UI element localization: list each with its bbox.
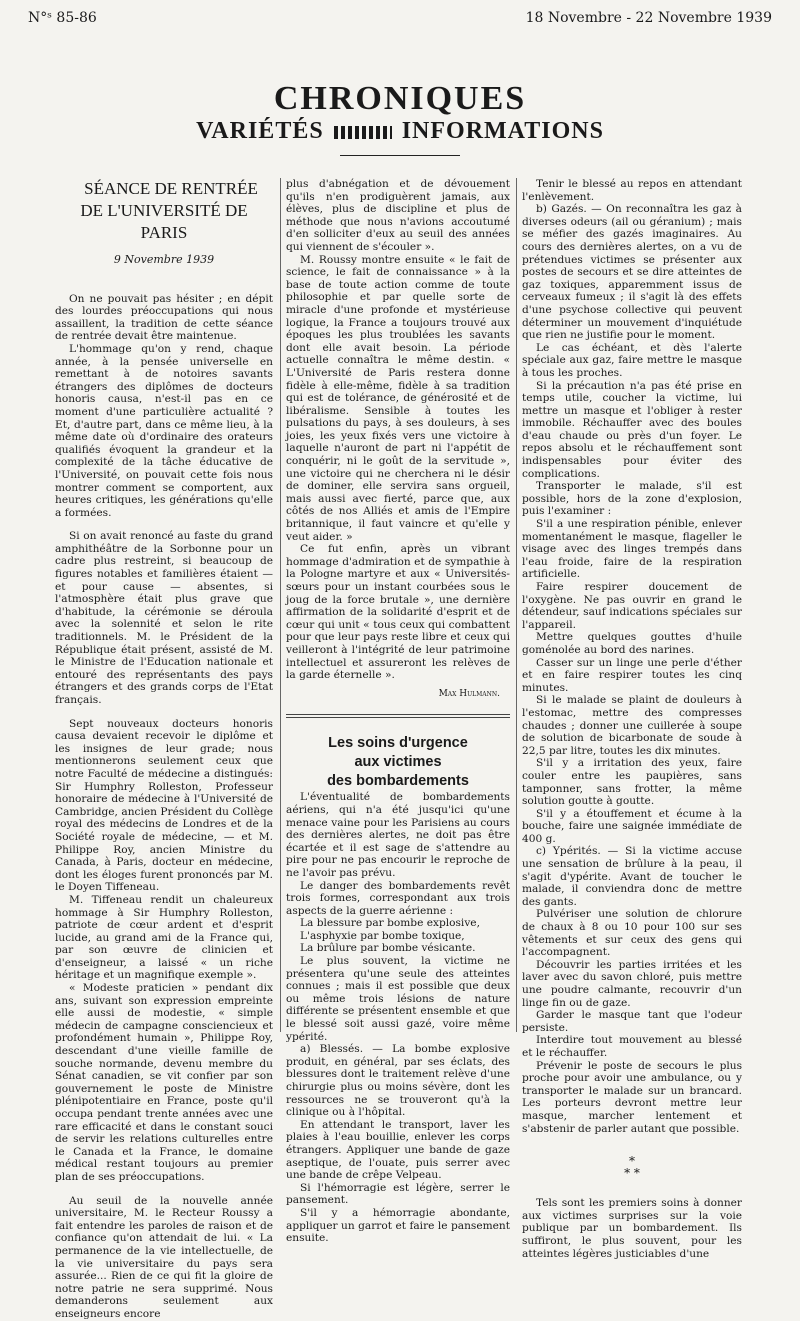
paragraph: S'il y a irritation des yeux, faire couler entre les paupières, sans tamponner, sans frotter, la même solution goutte à goutte. xyxy=(522,757,742,808)
article-title-line: aux victimes xyxy=(354,754,442,771)
paragraph: Garder le masque tant que l'odeur persiste. xyxy=(522,1009,742,1034)
paragraph: M. Tiffeneau rendit un chaleureux hommage à Sir Humphry Rolleston, patriote de cœur ardent et d'esprit lucide, au grand ami de la France qui, par son œuvre de clinicien et d'enseigneur, a laissé « un riche héritage et un magnifique exemple ». xyxy=(55,893,273,982)
paragraph: a) Blessés. — La bombe explosive produit, en général, par ses éclats, des blessures dont le traitement relève d'une chirurgie plus ou moins sévère, dont les ressources ne se trouveront qu'à la clinique ou à l'hôpital. xyxy=(286,1043,510,1119)
paragraph: Prévenir le poste de secours le plus proche pour avoir une ambulance, ou y transporter le malade sur un brancard. Les porteurs devront mettre leur masque, marcher lentement et s'abstenir de parler autant que possible. xyxy=(522,1059,742,1135)
paragraph: Casser sur un linge une perle d'éther et en faire respirer toutes les cinq minutes. xyxy=(522,656,742,694)
article-title-line: SÉANCE DE RENTRÉE xyxy=(84,179,258,198)
paragraph: Pulvériser une solution de chlorure de chaux à 8 ou 10 pour 100 sur ses vêtements et sur ceux des gens qui l'accompagnent. xyxy=(522,908,742,959)
section-divider xyxy=(286,714,510,715)
paragraph: Le plus souvent, la victime ne présentera qu'une seule des atteintes connues ; mais il est possible que deux ou même trois lésions de nature différente se présentent ensemble et que le blessé soit aussi gazé, voire même ypérité. xyxy=(286,955,510,1043)
column-2 xyxy=(286,178,510,1245)
article-title-line: des bombardements xyxy=(327,773,469,790)
paragraph: S'il y a étouffement et écume à la bouche, faire une saignée immédiate de 400 g. xyxy=(522,807,742,845)
paragraph: Interdire tout mouvement au blessé et le réchauffer. xyxy=(522,1034,742,1059)
ornament xyxy=(334,126,392,139)
paragraph: Faire respirer doucement de l'oxygène. Ne pas ouvrir en grand le détendeur, sauf indications spéciales sur l'appareil. xyxy=(522,581,742,631)
paragraph: Tels sont les premiers soins à donner aux victimes surprises sur la voie publique par un bombardement. Ils suffiront, le plus souvent, pour les atteintes légères justiciables d'une xyxy=(522,1197,742,1260)
column-3 xyxy=(522,178,742,1260)
section-divider xyxy=(286,717,510,718)
asterism-top: * xyxy=(629,1154,635,1169)
paragraph: Au seuil de la nouvelle année universitaire, M. le Recteur Roussy a fait entendre les paroles de raison et de confiance qu'on attendait de lui. « La permanence de la vie intellectuelle, de la vie universitaire du pays sera assurée... Rien de ce qui fit la gloire de notre patrie ne sera supprimé. Nous demanderons seulement aux enseigneurs encore xyxy=(55,1194,273,1320)
paragraph: Si l'hémorragie est légère, serrer le pansement. xyxy=(286,1181,510,1207)
masthead-rule xyxy=(340,155,460,156)
list-item: L'asphyxie par bombe toxique, xyxy=(300,929,465,942)
paragraph: On ne pouvait pas hésiter ; en dépit des lourdes préoccupations qui nous assaillent, la tradition de cette séance de rentrée devait être maintenue. xyxy=(55,292,273,343)
paragraph: S'il a une respiration pénible, enlever momentanément le masque, flageller le visage avec des linges trempés dans l'eau froide, faire de la respiration artificielle. xyxy=(522,518,742,581)
paragraph: S'il y a hémorragie abondante, appliquer un garrot et faire le pansement ensuite. xyxy=(286,1206,510,1245)
article-title-line: DE L'UNIVERSITÉ DE PARIS xyxy=(80,201,248,242)
paragraph: plus d'abnégation et de dévouement qu'ils n'en prodiguèrent jamais, aux élèves, plus de discipline et plus de méthode que nous n'avions accoutumé d'en solliciter d'eux au seuil des années qui viennent de s'écouler ». xyxy=(286,178,510,253)
list-item: La brûlure par bombe vésicante. xyxy=(300,942,476,955)
column-separator xyxy=(516,178,517,1032)
asterism-bottom: * * xyxy=(624,1166,640,1181)
paragraph: Ce fut enfin, après un vibrant hommage d'admiration et de sympathie à la Pologne martyre et aux « Universités-sœurs pour un instant courbées sous le joug de la force brutale », une dernière affirmation de la solidarité d'esprit et de cœur qui unit « tous ceux qui combattent pour que leur pays reste libre et ceux qui veilleront à l'intégrité de leur patrimoine intellectuel et assureront les relèves de la garde éternelle ». xyxy=(286,543,510,682)
paragraph: « Modeste praticien » pendant dix ans, suivant son expression empreinte elle aussi de modestie, « simple médecin de campagne consciencieux et profondément humain », Philippe Roy, descendant d'une vieille famille de souche normande, devenu membre du Sénat canadien, se vit confier par son gouvernement le poste de Ministre plénipotentiaire en France, poste qu'il occupa pendant trente années avec une rare efficacité et dans le constant souci de servir les relations culturelles entre le Canada et la France, le domaine médical restant toujours au premier plan de ses préoccupations. xyxy=(55,982,273,1183)
column-1 xyxy=(55,178,273,1321)
paragraph: Découvrir les parties irritées et les laver avec du savon chloré, puis mettre une poudre calmante, recouvrir d'un linge fin ou de gaze. xyxy=(522,958,742,1009)
article-title-line: Les soins d'urgence xyxy=(328,735,468,752)
paragraph: b) Gazés. — On reconnaîtra les gaz à diverses odeurs (ail ou géranium) ; mais se méfier des gazés imaginaires. Au cours des dernières alertes, on a vu de prétendues victimes se présenter aux postes de secours et se dire atteintes de gaz toxiques, apparemment issus de cerveaux fumeux ; il s'agit là des effets d'une psychose collective qui peuvent déterminer un mouvement d'inquiétude que rien ne justifie pour le moment. xyxy=(522,203,742,342)
paragraph: Si le malade se plaint de douleurs à l'estomac, mettre des compresses chaudes ; donner une cuillerée à soupe de solution de bicarbonate de soude à 22,5 par litre, toutes les dix minutes. xyxy=(522,694,742,757)
section-title: CHRONIQUES xyxy=(273,80,527,117)
running-header xyxy=(28,10,772,28)
author-signature: Max Hulmann. xyxy=(438,688,500,699)
asterism xyxy=(522,1155,742,1179)
issue-date: 18 Novembre - 22 Novembre 1939 xyxy=(525,10,772,26)
paragraph: c) Ypérités. — Si la victime accuse une sensation de brûlure à la peau, il s'agit d'ypérite. Avant de toucher le malade, il conviendra donc de mettre des gants. xyxy=(522,845,742,908)
paragraph: Sept nouveaux docteurs honoris causa devaient recevoir le diplôme et les insignes de leur grade; nous mentionnerons seulement ceux que notre Faculté de médecine a distingués: Sir Humphry Rolleston, Professeur honoraire de médecine à l'Université de Cambridge, ancien Président du Collège royal des médecins de Londres et de la Société royale de médecine, — et M. Philippe Roy, ancien Ministre du Canada, à Paris, docteur en médecine, dont les éloges furent prononcés par M. le Doyen Tiffeneau. xyxy=(55,717,273,894)
paragraph: Transporter le malade, s'il est possible, hors de la zone d'explosion, puis l'examiner : xyxy=(522,480,742,518)
paragraph: Tenir le blessé au repos en attendant l'enlèvement. xyxy=(522,178,742,203)
subtitle-right: INFORMATIONS xyxy=(401,118,604,144)
paragraph: En attendant le transport, laver les plaies à l'eau bouillie, enlever les corps étrangers. Appliquer une bande de gaze aseptique, de l'ouate, puis serrer avec une bande de crêpe Velpeau. xyxy=(286,1118,510,1182)
paragraph: Si la précaution n'a pas été prise en temps utile, coucher la victime, lui mettre un masque et l'obliger à rester immobile. Réchauffer avec des boules d'eau chaude ou près d'un foyer. Le repos absolu et le réchauffement sont indispensables pour éviter des complications. xyxy=(522,379,742,480)
paragraph: L'éventualité de bombardements aériens, qui n'a été jusqu'ici qu'une menace vaine pour les Parisiens au cours des dernières alertes, ne doit pas être écartée et il est sage de s'attendre au pire pour ne pas encourir le reproche de ne l'avoir pas prévu. xyxy=(286,791,510,879)
subtitle-left: VARIÉTÉS xyxy=(196,118,324,144)
paragraph: Le danger des bombardements revêt trois formes, correspondant aux trois aspects de la guerre aérienne : xyxy=(286,879,510,917)
paragraph: Mettre quelques gouttes d'huile goménolée au bord des narines. xyxy=(522,631,742,656)
paragraph: Si on avait renoncé au faste du grand amphithéâtre de la Sorbonne pour un cadre plus restreint, si beaucoup de figures notables et familières étaient — et pour cause — absentes, si l'atmosphère était plus grave que d'habitude, la cérémonie se déroula avec la solennité et selon le rite traditionnels. M. le Président de la République était présent, assisté de M. le Ministre de l'Education nationale et entouré des représentants des pays étrangers et des grands corps de l'Etat français. xyxy=(55,530,273,706)
issue-number: N°ˢ 85-86 xyxy=(28,10,97,26)
paragraph: M. Roussy montre ensuite « le fait de science, le fait de connaissance » à la base de toute action comme de toute philosophie et par quelle sorte de miracle d'une profonde et mystérieuse logique, la France a toujours trouvé aux époques les plus troublées les savants dont elle avait besoin. La période actuelle connaîtra le même destin. « L'Université de Paris restera donne fidèle à elle-même, fidèle à sa tradition qui est de tolérance, de générosité et de libéralisme. Sensible à toutes les pulsations du pays, à ses douleurs, à ses joies, les yeux fixés vers une victoire à laquelle n'auront de part ni l'appétit de conquérir, ni le goût de la servitude », une victoire qui ne cherchera ni le désir de dominer, elle servira sans orgueil, mais aussi avec fierté, parce que, aux côtés de nos Alliés et amis de l'Empire britannique, il faut vaincre et qu'elle y veut aider. » xyxy=(286,253,510,543)
article-date: 9 Novembre 1939 xyxy=(113,253,215,266)
list-item: La blessure par bombe explosive, xyxy=(300,917,480,930)
paragraph: Le cas échéant, et dès l'alerte spéciale aux gaz, faire mettre le masque à tous les proches. xyxy=(522,341,742,379)
column-separator xyxy=(280,178,281,1032)
paragraph: L'hommage qu'on y rend, chaque année, à la pensée universelle en remettant à de notoires savants étrangers des diplômes de docteurs honoris causa, n'est-il pas en ce moment d'une particulière actualité ? Et, d'autre part, dans ce même lieu, à la même date où d'ordinaire des orateurs qualifiés évoquent la grandeur et la complexité de la tâche éducative de l'Université, on pouvait cette fois nous montrer comment se comportent, aux heures critiques, les générations qu'elle a formées. xyxy=(55,342,273,519)
section-subtitle xyxy=(0,118,800,145)
